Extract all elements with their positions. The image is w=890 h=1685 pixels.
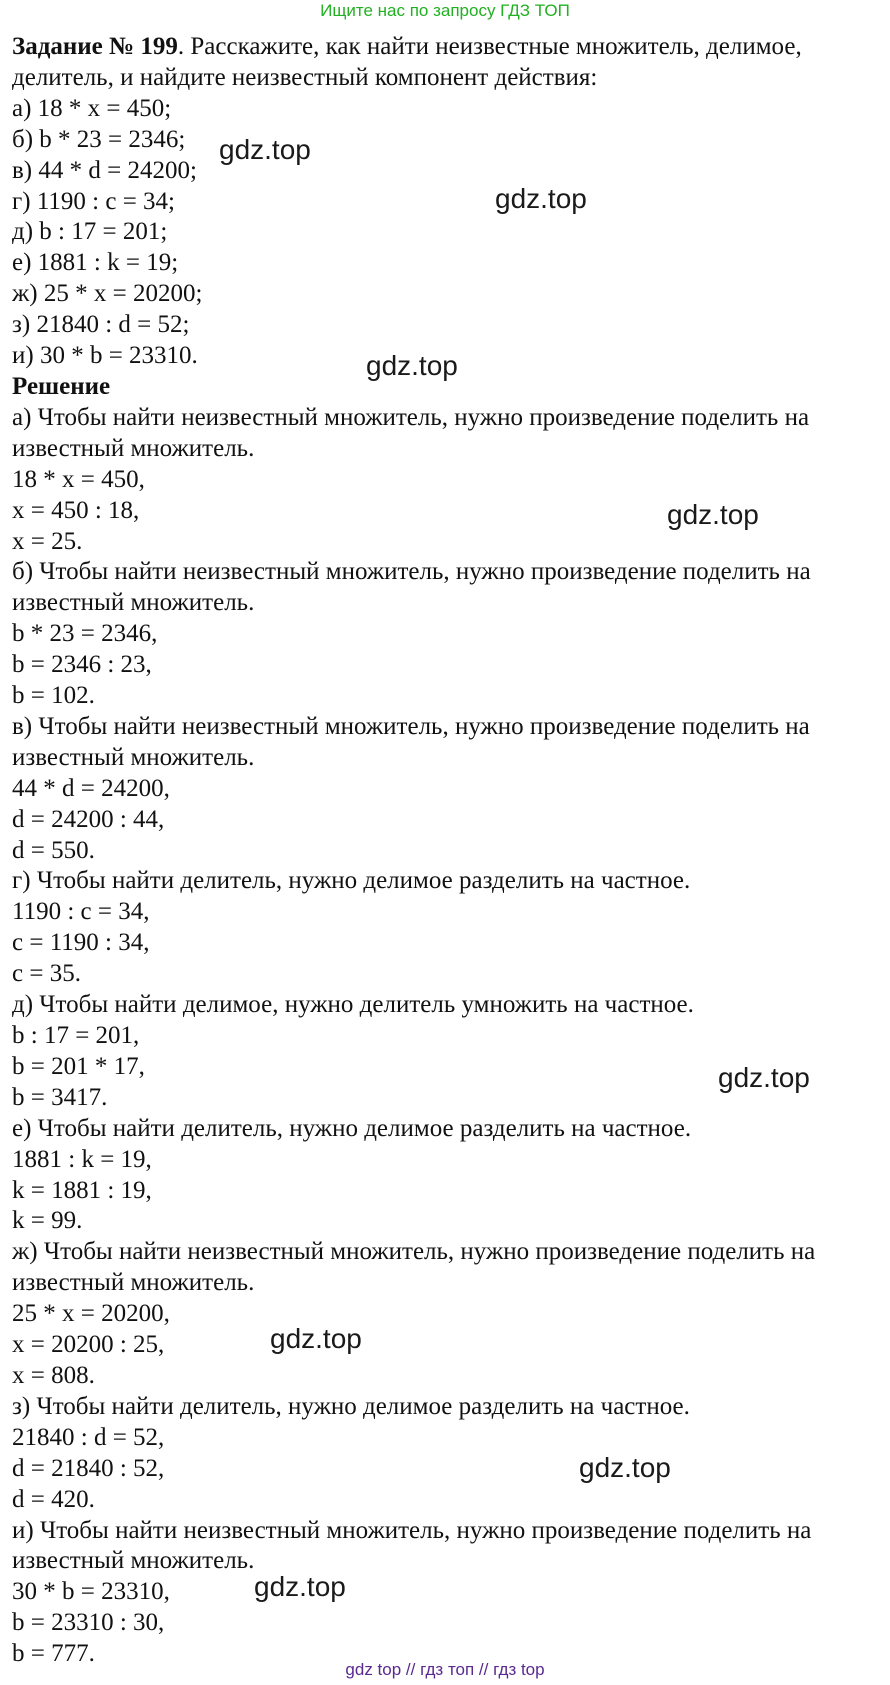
solution-lines (12, 403, 882, 1670)
solution-line: d = 550. (12, 836, 95, 864)
document-body (12, 32, 882, 1670)
task-item: г) 1190 : c = 34; (12, 187, 175, 215)
solution-line: b = 102. (12, 682, 95, 710)
task-item: з) 21840 : d = 52; (12, 311, 190, 339)
solution-line: б) Чтобы найти неизвестный множитель, нужно произведение поделить на (12, 558, 811, 586)
task-items (12, 94, 882, 372)
solution-line: а) Чтобы найти неизвестный множитель, нужно произведение поделить на (12, 403, 810, 431)
top-banner: Ищите нас по запросу ГДЗ ТОП (320, 1, 570, 20)
solution-line: известный множитель. (12, 1547, 255, 1575)
solution-line: x = 450 : 18, (12, 496, 140, 524)
solution-line: 1881 : k = 19, (12, 1145, 152, 1173)
solution-line: 21840 : d = 52, (12, 1423, 165, 1451)
watermark: gdz.top (219, 134, 311, 165)
solution-line: x = 25. (12, 527, 83, 555)
solution-line: d = 21840 : 52, (12, 1454, 165, 1482)
solution-line: k = 99. (12, 1207, 83, 1235)
watermark: gdz.top (579, 1452, 671, 1483)
solution-line: 18 * x = 450, (12, 465, 145, 493)
watermark: gdz.top (366, 350, 458, 381)
task-item: в) 44 * d = 24200; (12, 156, 197, 184)
task-item: ж) 25 * x = 20200; (12, 280, 203, 308)
solution-line: b = 3417. (12, 1083, 108, 1111)
footer-text: gdz top // гдз топ // гдз top (345, 1660, 545, 1679)
solution-line: известный множитель. (12, 589, 255, 617)
solution-heading: Решение (12, 372, 111, 400)
task-item: а) 18 * x = 450; (12, 94, 172, 122)
watermark: gdz.top (270, 1323, 362, 1354)
solution-line: k = 1881 : 19, (12, 1176, 152, 1204)
solution-line: 1190 : c = 34, (12, 898, 150, 926)
solution-line: d = 420. (12, 1485, 95, 1513)
task-intro: . Расскажите, как найти неизвестные множитель, делимое, делитель, и найдите неизвестный компонент действия: (12, 33, 802, 91)
solution-line: x = 808. (12, 1361, 95, 1389)
solution-line: x = 20200 : 25, (12, 1331, 165, 1359)
solution-line: известный множитель. (12, 1269, 255, 1297)
solution-line: д) Чтобы найти делимое, нужно делитель умножить на частное. (12, 991, 694, 1019)
task-item: и) 30 * b = 23310. (12, 342, 198, 370)
solution-line: b = 777. (12, 1640, 95, 1668)
solution-line: b : 17 = 201, (12, 1022, 140, 1049)
solution-line: b = 201 * 17, (12, 1052, 145, 1080)
watermark: gdz.top (254, 1571, 346, 1602)
solution-line: c = 1190 : 34, (12, 929, 150, 957)
task-item: д) b : 17 = 201; (12, 218, 168, 246)
watermark: gdz.top (667, 499, 759, 530)
solution-line: ж) Чтобы найти неизвестный множитель, нужно произведение поделить на (12, 1238, 816, 1266)
solution-line: 30 * b = 23310, (12, 1578, 170, 1606)
solution-line: d = 24200 : 44, (12, 805, 165, 833)
solution-line: г) Чтобы найти делитель, нужно делимое разделить на частное. (12, 867, 691, 895)
task-item: е) 1881 : k = 19; (12, 249, 179, 277)
solution-line: 44 * d = 24200, (12, 774, 170, 802)
watermark: gdz.top (718, 1062, 810, 1093)
solution-line: з) Чтобы найти делитель, нужно делимое разделить на частное. (12, 1392, 690, 1420)
solution-line: в) Чтобы найти неизвестный множитель, нужно произведение поделить на (12, 712, 810, 740)
task-item: б) b * 23 = 2346; (12, 125, 186, 153)
solution-line: b = 2346 : 23, (12, 651, 152, 679)
solution-line: b * 23 = 2346, (12, 620, 158, 648)
solution-line: известный множитель. (12, 434, 255, 462)
solution-line: c = 35. (12, 960, 81, 988)
watermark: gdz.top (495, 183, 587, 214)
task-title: Задание № 199 (12, 33, 178, 60)
solution-line: 25 * x = 20200, (12, 1300, 170, 1328)
solution-line: е) Чтобы найти делитель, нужно делимое разделить на частное. (12, 1114, 692, 1142)
task-heading (12, 32, 882, 94)
solution-line: известный множитель. (12, 743, 255, 771)
solution-line: и) Чтобы найти неизвестный множитель, нужно произведение поделить на (12, 1516, 812, 1544)
solution-line: b = 23310 : 30, (12, 1609, 165, 1637)
